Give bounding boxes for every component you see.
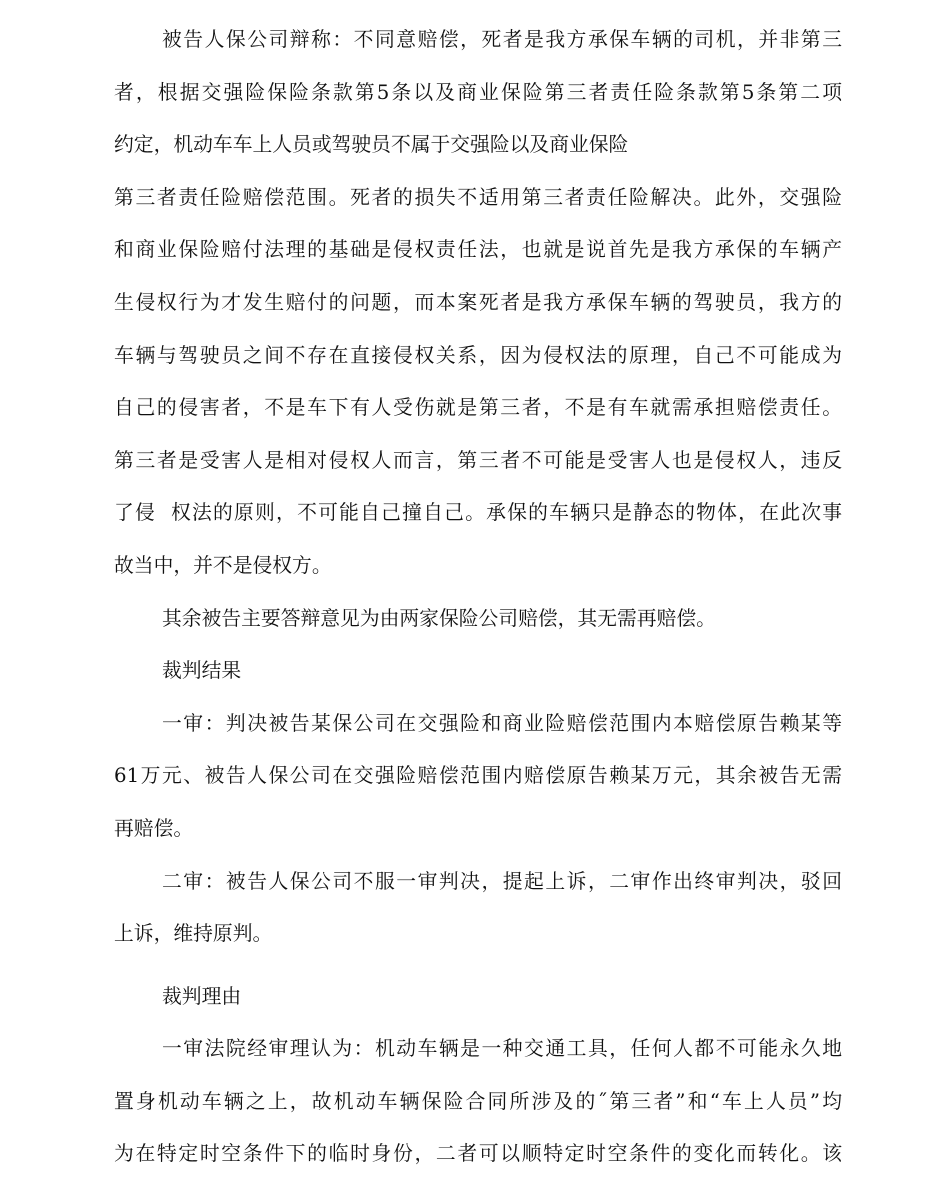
paragraph-line: 故当中，并不是侵权方。 bbox=[114, 553, 332, 577]
paragraph-line: 为在特定时空条件下的临时身份，二者可以顺特定时空条件的变化而转化。该 bbox=[114, 1142, 842, 1166]
paragraph-line: 约定，机动车车上人员或驾驶员不属于交强险以及商业保险 bbox=[114, 133, 629, 157]
paragraph-line: 第三者责任险赔偿范围。死者的损失不适用第三者责任险解决。此外，交强险 bbox=[114, 185, 842, 209]
paragraph-line: 61万元、被告人保公司在交强险赔偿范围内赔偿原告赖某万元，其余被告无需 bbox=[114, 764, 842, 788]
paragraph-line: 自己的侵害者，不是车下有人受伤就是第三者，不是有车就需承担赔偿责任。 bbox=[114, 396, 842, 420]
paragraph-line: 一审法院经审理认为：机动车辆是一种交通工具，任何人都不可能永久地 bbox=[162, 1037, 842, 1061]
section-heading: 裁判结果 bbox=[162, 659, 242, 683]
paragraph-line: 再赔偿。 bbox=[114, 816, 194, 840]
paragraph-line: 被告人保公司辩称：不同意赔偿，死者是我方承保车辆的司机，并非第三 bbox=[162, 28, 842, 51]
paragraph-line: 和商业保险赔付法理的基础是侵权责任法，也就是说首先是我方承保的车辆产 bbox=[114, 238, 842, 262]
paragraph-line: 一审：判决被告某保公司在交强险和商业险赔偿范围内本赔偿原告赖某等 bbox=[162, 711, 842, 735]
spacer bbox=[114, 967, 842, 977]
paragraph-line: 车辆与驾驶员之间不存在直接侵权关系，因为侵权法的原理，自己不可能成为 bbox=[114, 343, 842, 367]
paragraph-line: 者，根据交强险保险条款第5条以及商业保险第三者责任险条款第5条第二项 bbox=[114, 80, 842, 104]
paragraph-line: 其余被告主要答辩意见为由两家保险公司赔偿，其无需再赔偿。 bbox=[162, 606, 716, 630]
paragraph-line: 第三者是受害人是相对侵权人而言，第三者不可能是受害人也是侵权人，违反 bbox=[114, 448, 842, 472]
paragraph-line: 生侵权行为才发生赔付的问题，而本案死者是我方承保车辆的驾驶员，我方的 bbox=[114, 290, 842, 314]
paragraph-line: 二审：被告人保公司不服一审判决，提起上诉，二审作出终审判决，驳回 bbox=[162, 869, 842, 893]
section-heading: 裁判理由 bbox=[162, 984, 242, 1008]
document-page bbox=[114, 20, 842, 1187]
paragraph-line: 了侵 权法的原则，不可能自己撞自己。承保的车辆只是静态的物体，在此次事 bbox=[114, 501, 842, 525]
paragraph-line: 置身机动车辆之上，故机动车辆保险合同所涉及的˝第三者”和“车上人员”均 bbox=[114, 1089, 842, 1113]
paragraph-line: 上诉，维持原判。 bbox=[114, 922, 273, 946]
